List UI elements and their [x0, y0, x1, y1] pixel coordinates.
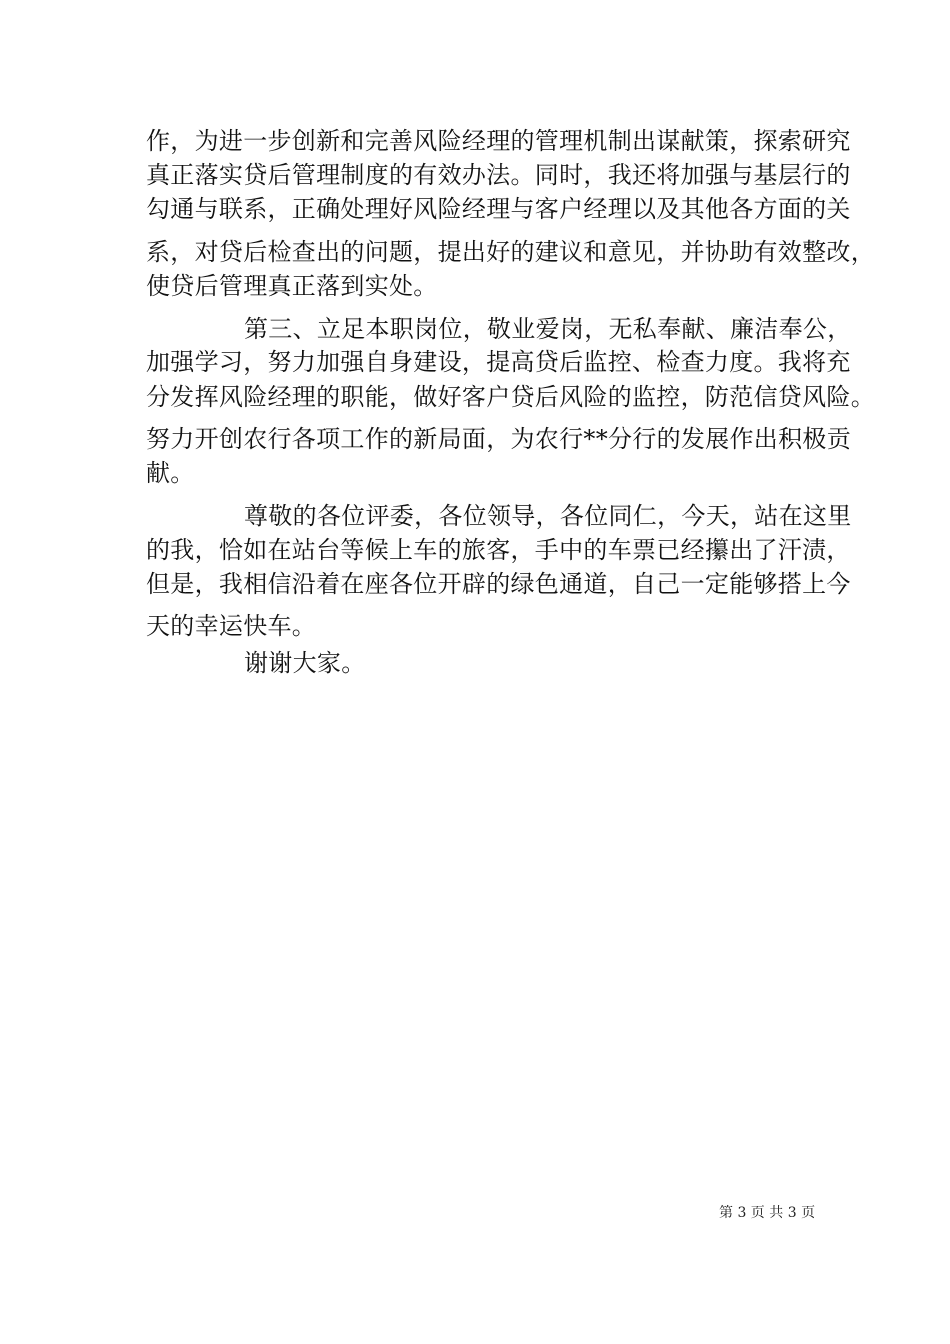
closing-line: 谢谢大家。: [244, 649, 366, 677]
paragraph-3-line-3: 但是，我相信沿着在座各位开辟的绿色通道，自己一定能够搭上今: [146, 570, 851, 598]
paragraph-2-line-5: 献。: [146, 459, 195, 487]
paragraph-1-line-2: 真正落实贷后管理制度的有效办法。同时，我还将加强与基层行的: [146, 161, 851, 189]
paragraph-2-line-2: 加强学习，努力加强自身建设，提高贷后监控、检查力度。我将充: [146, 348, 851, 376]
paragraph-1-line-1: 作，为进一步创新和完善风险经理的管理机制出谋献策，探索研究: [146, 127, 851, 155]
paragraph-3-line-4: 天的幸运快车。: [146, 612, 317, 640]
paragraph-1-line-5: 使贷后管理真正落到实处。: [146, 272, 438, 300]
paragraph-2-line-1: 第三、立足本职岗位，敬业爱岗，无私奉献、廉洁奉公，: [244, 315, 852, 343]
page-number: 第 3 页 共 3 页: [719, 1205, 816, 1221]
paragraph-3-line-2: 的我，恰如在站台等候上车的旅客，手中的车票已经攥出了汗渍，: [146, 536, 851, 564]
paragraph-2-line-3: 分发挥风险经理的职能，做好客户贷后风险的监控，防范信贷风险。: [146, 383, 875, 411]
paragraph-1-line-4: 系，对贷后检查出的问题，提出好的建议和意见，并协助有效整改，: [146, 238, 875, 266]
paragraph-3-line-1: 尊敬的各位评委，各位领导，各位同仁，今天，站在这里: [244, 502, 852, 530]
paragraph-1-line-3: 勾通与联系，正确处理好风险经理与客户经理以及其他各方面的关: [146, 195, 851, 223]
paragraph-2-line-4: 努力开创农行各项工作的新局面，为农行**分行的发展作出积极贡: [146, 425, 851, 453]
